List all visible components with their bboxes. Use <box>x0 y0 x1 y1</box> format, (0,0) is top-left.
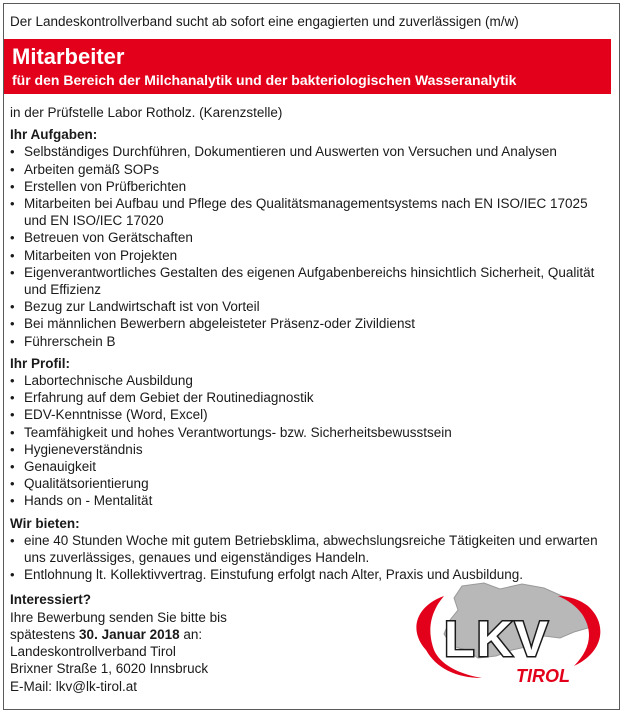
list-item: • Entlohnung lt. Kollektivvertrag. Einstufung erfolgt nach Alter, Praxis und Ausbildung. <box>10 567 524 583</box>
list-item: • Teamfähigkeit und hohes Verantwortungs- bzw. Sicherheitsbewusstsein <box>10 424 452 440</box>
list-item: • Erstellen von Prüfberichten <box>10 178 187 194</box>
list-item: • Bei männlichen Bewerbern abgeleisteter Präsenz-oder Zivildienst <box>10 316 415 332</box>
offer-list <box>10 532 600 584</box>
bullet-icon: • <box>10 316 15 332</box>
profile-list <box>10 372 600 510</box>
logo-region: TIROL <box>516 666 570 686</box>
list-item: • Mitarbeiten bei Aufbau und Pflege des Qualitätsmanagementsystems nach EN ISO/IEC 17025 und EN ISO/IEC 17020 <box>10 196 588 229</box>
bullet-icon: • <box>10 333 15 349</box>
offer-heading: Wir bieten: <box>10 515 80 531</box>
list-item: • Führerschein B <box>10 333 116 349</box>
bullet-icon: • <box>10 144 15 160</box>
list-item: • Labortechnische Ausbildung <box>10 373 193 389</box>
lkv-tirol-logo <box>404 580 610 692</box>
bullet-icon: • <box>10 532 15 548</box>
list-item: • Hands on - Mentalität <box>10 493 153 509</box>
bullet-icon: • <box>10 178 15 194</box>
bullet-icon: • <box>10 476 15 492</box>
bullet-icon: • <box>10 161 15 177</box>
bullet-icon: • <box>10 373 15 389</box>
list-item: • eine 40 Stunden Woche mit gutem Betriebsklima, abwechslungsreiche Tätigkeiten und erwarten uns zuverlässiges, genaues und eigenständiges Handeln. <box>10 532 598 566</box>
bullet-icon: • <box>10 407 15 423</box>
logo-text: LKV <box>444 611 550 667</box>
list-item: • Mitarbeiten von Projekten <box>10 247 178 263</box>
intro-text: Der Landeskontrollverband sucht ab sofort eine engagierten und zuverlässigen (m/w) <box>10 14 519 29</box>
list-item: • Betreuen von Gerätschaften <box>10 230 193 246</box>
list-item: • Erfahrung auf dem Gebiet der Routinediagnostik <box>10 390 314 406</box>
title-banner <box>4 39 611 94</box>
job-title: Mitarbeiter <box>12 44 125 69</box>
bullet-icon: • <box>10 441 15 457</box>
bullet-icon: • <box>10 196 15 212</box>
bullet-icon: • <box>10 390 15 406</box>
profile-heading: Ihr Profil: <box>10 355 70 371</box>
bullet-icon: • <box>10 459 15 475</box>
deadline-date: 30. Januar 2018 <box>79 626 180 642</box>
list-item: • Qualitätsorientierung <box>10 476 149 492</box>
bullet-icon: • <box>10 247 15 263</box>
tasks-list <box>10 143 600 349</box>
list-item: • Genauigkeit <box>10 459 97 475</box>
list-item: • Selbständiges Durchführen, Dokumentieren und Auswerten von Versuchen und Analysen <box>10 144 557 160</box>
bullet-icon: • <box>10 264 15 280</box>
list-item: • EDV-Kenntnisse (Word, Excel) <box>10 407 208 423</box>
contact-email[interactable]: E-Mail: lkv@lk-tirol.at <box>10 678 137 694</box>
bullet-icon: • <box>10 230 15 246</box>
logo-graphic <box>404 580 610 692</box>
bullet-icon: • <box>10 567 15 583</box>
deadline-line: spätestens 30. Januar 2018 an: <box>10 626 203 642</box>
bullet-icon: • <box>10 299 15 315</box>
bullet-icon: • <box>10 493 15 509</box>
contact-org: Landeskontrollverband Tirol <box>10 644 176 660</box>
contact-heading: Interessiert? <box>10 592 92 608</box>
bullet-icon: • <box>10 424 15 440</box>
tasks-heading: Ihr Aufgaben: <box>10 127 98 143</box>
contact-address: Brixner Straße 1, 6020 Innsbruck <box>10 661 209 677</box>
list-item: • Bezug zur Landwirtschaft ist von Vorteil <box>10 299 260 315</box>
location-text: in der Prüfstelle Labor Rotholz. (Karenzstelle) <box>10 105 283 120</box>
list-item: • Hygieneverständnis <box>10 441 143 457</box>
contact-line: Ihre Bewerbung senden Sie bitte bis <box>10 609 227 625</box>
job-subtitle: für den Bereich der Milchanalytik und der bakteriologischen Wasseranalytik <box>12 72 517 88</box>
list-item: • Arbeiten gemäß SOPs <box>10 161 160 177</box>
list-item: • Eigenverantwortliches Gestalten des eigenen Aufgabenbereichs hinsichtlich Sicherheit, Qualität und Effizienz <box>10 264 595 298</box>
